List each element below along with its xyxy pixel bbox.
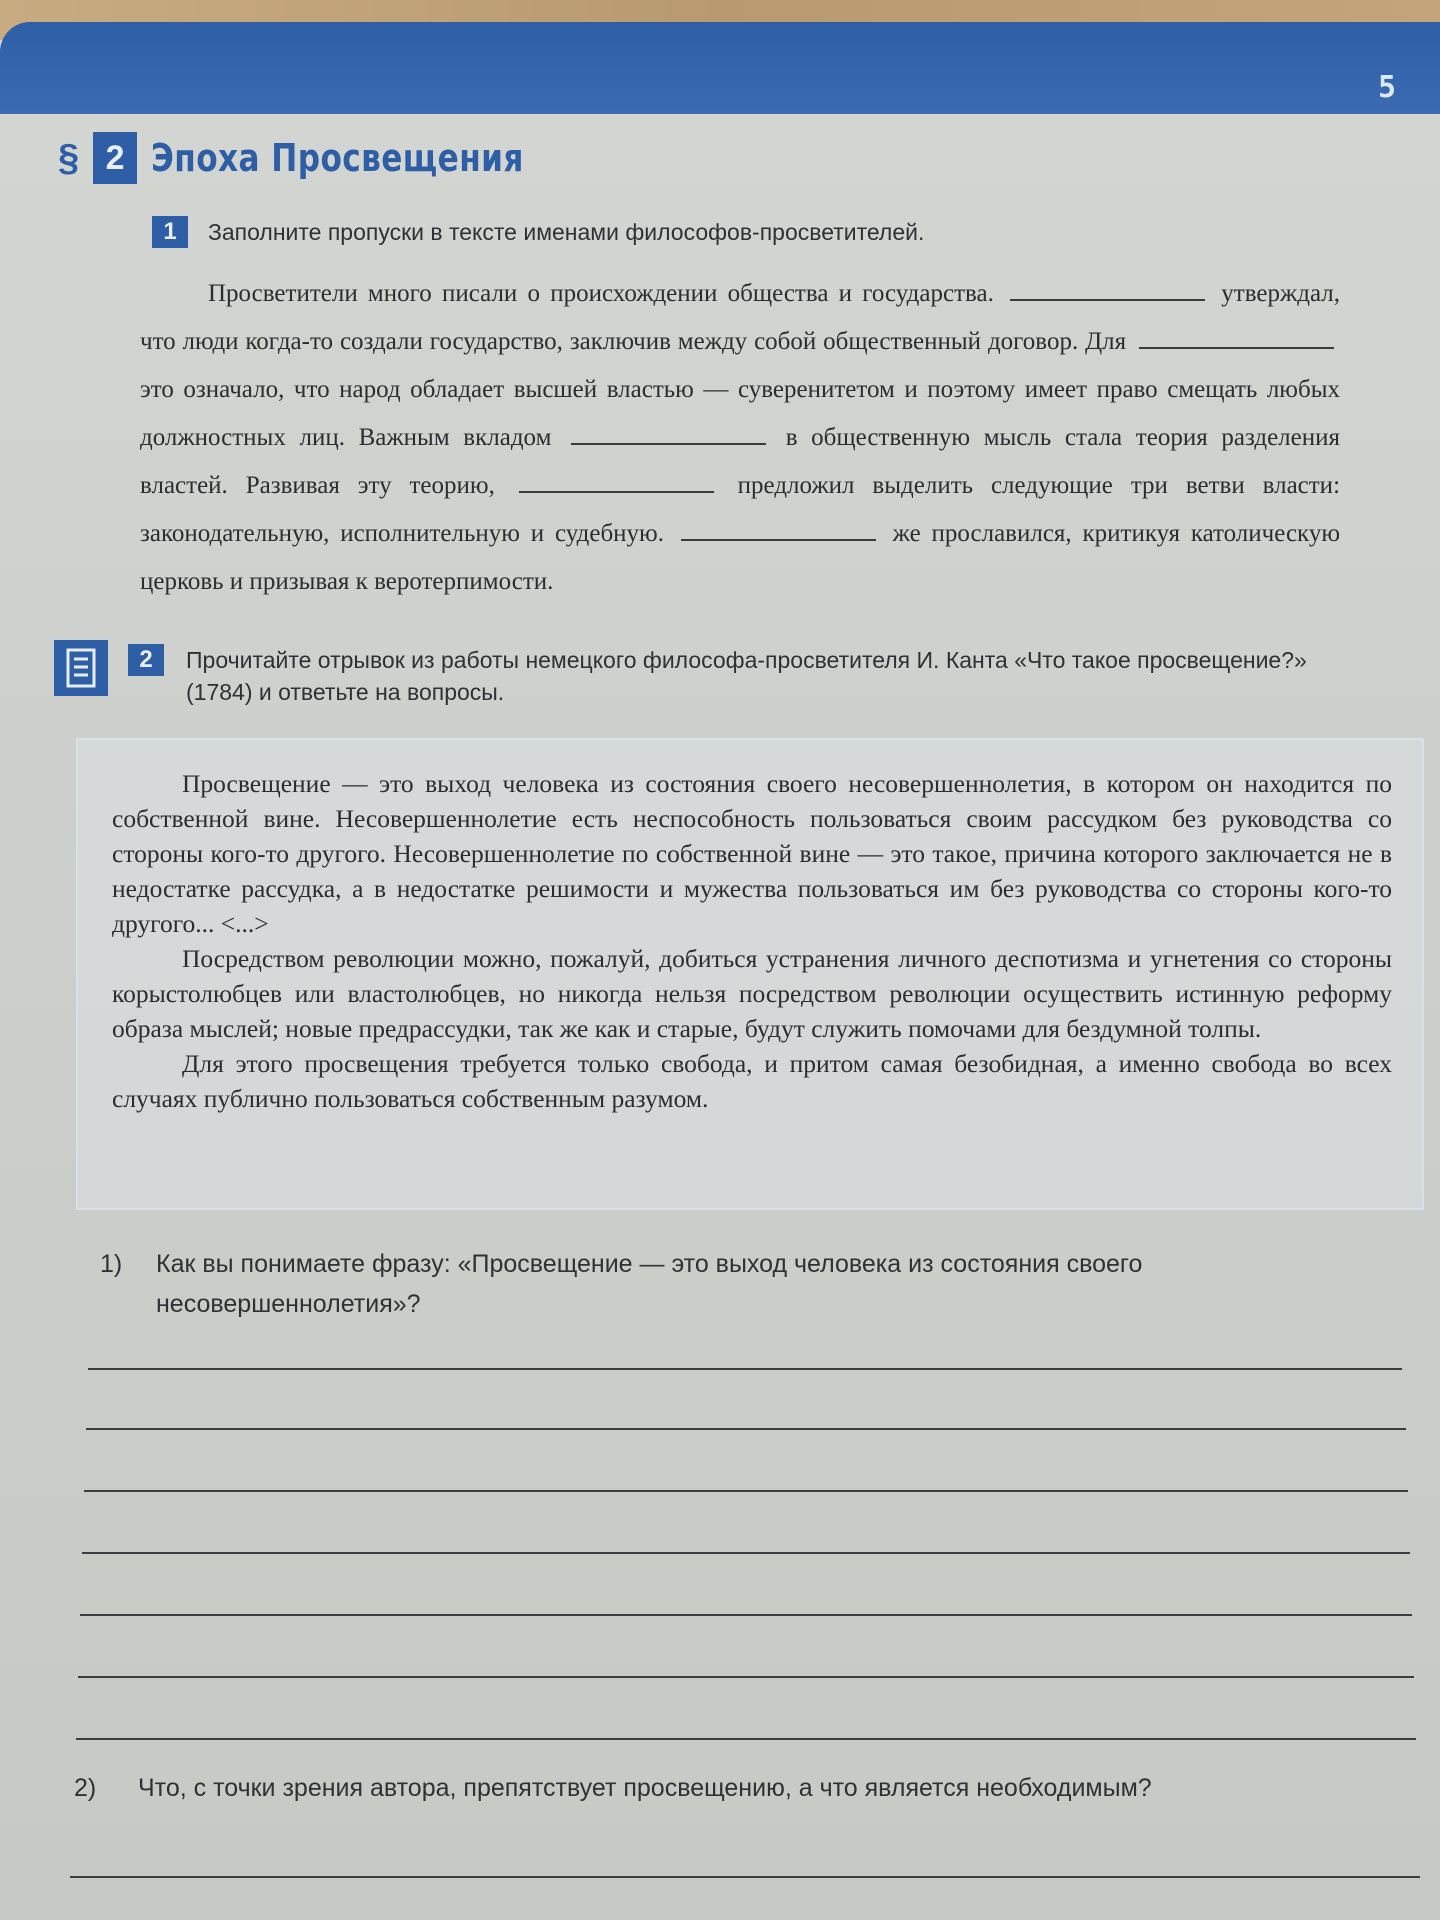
task2-header: [128, 644, 1368, 708]
quote-paragraph-2: Посредством революции можно, пожалуй, добиться устранения личного деспотизма и угнетения со стороны корыстолюбцев или властолюбцев, но никогда нельзя посредством революции осуществить истинную реформу образа мыслей; новые предрассудки, так же как и старые, будут служить помочами для бездумной толпы.: [112, 944, 1392, 1043]
question-1: [100, 1244, 1400, 1324]
section-heading: [58, 132, 606, 184]
answer-blank-5[interactable]: [681, 519, 876, 541]
quote-paragraph-1: Просвещение — это выход человека из состояния своего несовершеннолетия, в котором он находится по собственной вине. Несовершеннолетие есть неспособность пользоваться своим рассудком без руководства со стороны кого-то другого. Несовершеннолетие по собственной вине — это такое, причина которого заключается не в недостатке рассудка, а в недостатке решимости и мужества пользоваться им без руководства со стороны кого-то другого... <...>: [112, 769, 1392, 938]
task2-instruction: Прочитайте отрывок из работы немецкого философа-просветителя И. Канта «Что такое просвещение?» (1784) и ответьте на вопросы.: [186, 647, 1307, 705]
kant-quote-box: [76, 738, 1424, 1210]
answer-blank-1[interactable]: [1010, 279, 1205, 301]
task1-header: [152, 216, 924, 248]
section-mark: §: [58, 136, 80, 179]
task1-number: 1: [152, 216, 188, 248]
task2-number: 2: [128, 644, 164, 676]
task1-instruction: Заполните пропуски в тексте именами философов-просветителей.: [208, 219, 925, 245]
question-2: [74, 1768, 1414, 1808]
section-number: 2: [93, 132, 137, 184]
answer-line-8[interactable]: [70, 1876, 1420, 1878]
question-1-text: Как вы понимаете фразу: «Просвещение — это выход человека из состояния своего несовершеннолетия»?: [156, 1250, 1143, 1318]
answer-line-4[interactable]: [82, 1552, 1410, 1554]
task1-part-4: в общественную мысль стала теория разделения властей. Развивая эту теорию,: [140, 424, 1341, 499]
page-number: 5: [1377, 70, 1396, 105]
answer-line-3[interactable]: [84, 1490, 1408, 1492]
quote-paragraph-3: Для этого просвещения требуется только свобода, и притом самая безобидная, а именно свобода во всех случаях публично пользоваться собственным разумом.: [112, 1049, 1392, 1113]
task1-part-1: Просветители много писали о происхождении общества и государства.: [208, 280, 994, 307]
task1-part-6: же прославился, критикуя католическую церковь и призывая к веротерпимости.: [140, 520, 1341, 595]
header-band: [0, 22, 1440, 114]
task1-text: [140, 270, 1340, 606]
task1-part-2: утверждал, что люди когда-то создали государство, заключив между собой общественный договор. Для: [140, 280, 1340, 355]
question-2-number: 2): [74, 1774, 97, 1802]
answer-line-1[interactable]: [88, 1368, 1402, 1370]
answer-line-2[interactable]: [86, 1428, 1406, 1430]
question-2-text: Что, с точки зрения автора, препятствует просвещению, а что является необходимым?: [138, 1774, 1152, 1802]
task1-part-5: предложил выделить следующие три ветви власти: законодательную, исполнительную и судебную.: [140, 472, 1341, 547]
answer-blank-3[interactable]: [571, 423, 766, 445]
answer-line-5[interactable]: [80, 1614, 1412, 1616]
answer-blank-4[interactable]: [519, 471, 714, 493]
book-icon: [54, 640, 108, 696]
question-1-number: 1): [100, 1250, 123, 1278]
answer-line-6[interactable]: [78, 1676, 1414, 1678]
section-title: Эпоха Просвещения: [151, 136, 524, 180]
answer-blank-2[interactable]: [1139, 327, 1334, 349]
task1-part-3: это означало, что народ обладает высшей властью — суверенитетом и поэтому имеет право смещать любых должностных лиц. Важным вкладом: [140, 376, 1340, 451]
answer-line-7[interactable]: [76, 1738, 1416, 1740]
